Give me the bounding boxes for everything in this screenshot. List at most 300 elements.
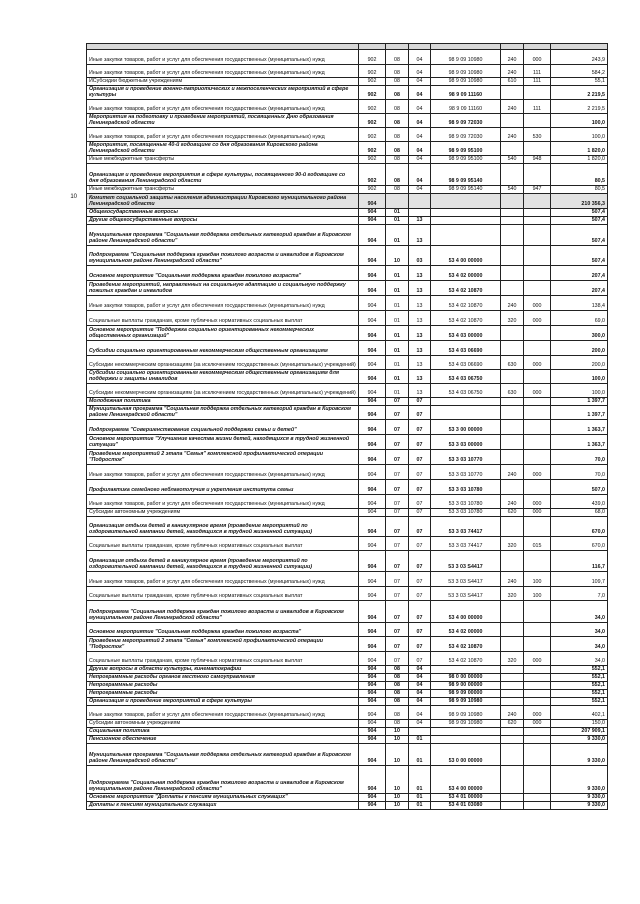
budget-item-name: Иные межбюджетные трансферты [87, 156, 359, 164]
dept-code: 904 [359, 246, 386, 266]
amount: 507,4 [551, 209, 608, 217]
amount: 34,0 [551, 637, 608, 652]
table-row [87, 766, 608, 794]
budget-item-name: Иные закупки товаров, работ и услуг для обеспечения государственных (муниципальных) нужд [87, 100, 359, 114]
extra-code [524, 674, 551, 682]
dept-code: 902 [359, 164, 386, 186]
section-code: 08 [386, 674, 409, 682]
target-code: 98 9 09 10980 [431, 706, 501, 720]
table-row [87, 326, 608, 341]
target-code: 98 9 09 10980 [431, 78, 501, 86]
extra-code [524, 728, 551, 736]
budget-item-name: Субсидии автономным учреждениям [87, 509, 359, 517]
extra-code [524, 142, 551, 156]
subsection-code: 01 [409, 802, 431, 810]
section-code: 07 [386, 398, 409, 406]
dept-code: 904 [359, 356, 386, 370]
dept-code: 904 [359, 551, 386, 572]
expense-type-code: 320 [501, 587, 524, 601]
target-code: 98 9 09 11160 [431, 86, 501, 100]
target-code [431, 194, 501, 209]
target-code: 53 4 02 10870 [431, 281, 501, 296]
expense-type-code [501, 114, 524, 128]
amount: 243,9 [551, 50, 608, 65]
amount: 34,0 [551, 623, 608, 637]
expense-type-code [501, 420, 524, 435]
target-code: 98 9 09 72030 [431, 114, 501, 128]
dept-code: 904 [359, 509, 386, 517]
target-code: 53 4 01 00000 [431, 794, 501, 802]
amount: 34,0 [551, 601, 608, 623]
section-code: 01 [386, 266, 409, 281]
subsection-code: 07 [409, 495, 431, 509]
extra-code: 000 [524, 652, 551, 666]
budget-item-name: Субсидии социально ориентированным некоммерческим общественным организациям для поддержки и защиты инвалидов [87, 370, 359, 384]
budget-item-name: Комитет социальной защиты населения администрации Кировского муниципального района Ленинградской области [87, 194, 359, 209]
budget-item-name: Другие вопросы в области культуры, кинематографии [87, 666, 359, 674]
amount: 439,0 [551, 495, 608, 509]
section-code: 10 [386, 728, 409, 736]
expense-type-code [501, 736, 524, 744]
target-code: 53 3 03 S4417 [431, 572, 501, 587]
amount: 150,0 [551, 720, 608, 728]
amount: 100,0 [551, 114, 608, 128]
table-row [87, 652, 608, 666]
expense-type-code: 630 [501, 356, 524, 370]
table-row [87, 690, 608, 698]
subsection-code: 07 [409, 572, 431, 587]
table-row [87, 572, 608, 587]
dept-code: 904 [359, 217, 386, 225]
amount: 100,0 [551, 384, 608, 398]
target-code [431, 666, 501, 674]
budget-item-name: Организация отдыха детей в каникулярное время (проведение мероприятий по оздоровительной кампании детей, находящихся в трудной жизненной ситуации) [87, 517, 359, 537]
dept-code: 904 [359, 720, 386, 728]
budget-item-name: Основное мероприятие "Социальная поддержка граждан пожилого возраста" [87, 266, 359, 281]
target-code [431, 217, 501, 225]
amount: 1 397,7 [551, 398, 608, 406]
section-code: 07 [386, 572, 409, 587]
extra-code: 111 [524, 78, 551, 86]
budget-item-name: Подпрограмма "Социальная поддержка граждан пожилого возраста и инвалидов в Кировском муниципальном районе Ленинградской области" [87, 246, 359, 266]
budget-item-name: Другие общегосударственные вопросы [87, 217, 359, 225]
extra-code [524, 326, 551, 341]
dept-code: 902 [359, 86, 386, 100]
expense-type-code [501, 637, 524, 652]
table-row [87, 86, 608, 100]
table-row [87, 623, 608, 637]
section-code: 08 [386, 142, 409, 156]
amount: 207 909,1 [551, 728, 608, 736]
dept-code: 904 [359, 587, 386, 601]
dept-code: 902 [359, 78, 386, 86]
dept-code: 904 [359, 728, 386, 736]
budget-item-name: Мероприятия, посвященные 40-й годовщине со дня образования Кировского района Ленинградской области [87, 142, 359, 156]
extra-code [524, 450, 551, 465]
section-code: 07 [386, 435, 409, 450]
budget-item-name: Иные закупки товаров, работ и услуг для обеспечения государственных (муниципальных) нужд [87, 65, 359, 78]
section-code: 08 [386, 720, 409, 728]
target-code: 53 3 03 00000 [431, 435, 501, 450]
budget-item-name: Подпрограмма "Социальная поддержка граждан пожилого возраста и инвалидов в Кировском муниципальном районе Ленинградской области" [87, 766, 359, 794]
subsection-code: 04 [409, 86, 431, 100]
table-row [87, 384, 608, 398]
expense-type-code [501, 86, 524, 100]
section-code: 07 [386, 637, 409, 652]
subsection-code: 13 [409, 281, 431, 296]
extra-code [524, 551, 551, 572]
dept-code: 904 [359, 406, 386, 420]
amount: 552,1 [551, 690, 608, 698]
budget-table [86, 43, 608, 810]
subsection-code: 13 [409, 384, 431, 398]
extra-code [524, 420, 551, 435]
extra-code [524, 370, 551, 384]
budget-item-name: Муниципальная программа "Социальная поддержка отдельных категорий граждан в Кировском районе Ленинградской области" [87, 744, 359, 766]
section-code: 08 [386, 86, 409, 100]
subsection-code: 07 [409, 406, 431, 420]
budget-item-name: Иные закупки товаров, работ и услуг для обеспечения государственных (муниципальных) нужд [87, 706, 359, 720]
dept-code: 904 [359, 480, 386, 495]
extra-code [524, 341, 551, 356]
table-row [87, 406, 608, 420]
target-code: 98 9 09 95140 [431, 164, 501, 186]
dept-code: 904 [359, 794, 386, 802]
amount: 507,4 [551, 246, 608, 266]
target-code: 53 4 00 00000 [431, 246, 501, 266]
table-row [87, 495, 608, 509]
section-code: 01 [386, 311, 409, 326]
amount: 584,2 [551, 65, 608, 78]
section-code [386, 194, 409, 209]
extra-code: 000 [524, 356, 551, 370]
amount: 70,0 [551, 465, 608, 480]
budget-item-name: Подпрограмма "Социальная поддержка граждан пожилого возраста и инвалидов в Кировском муниципальном районе Ленинградской области" [87, 601, 359, 623]
budget-item-name: Иные закупки товаров, работ и услуг для обеспечения государственных (муниципальных) нужд [87, 50, 359, 65]
amount: 9 330,0 [551, 736, 608, 744]
target-code: 53 4 02 00000 [431, 266, 501, 281]
section-code: 07 [386, 406, 409, 420]
target-code: 53 4 01 03080 [431, 802, 501, 810]
amount: 1 363,7 [551, 420, 608, 435]
expense-type-code [501, 194, 524, 209]
amount: 200,0 [551, 341, 608, 356]
dept-code: 904 [359, 435, 386, 450]
amount: 1 820,0 [551, 142, 608, 156]
table-row [87, 78, 608, 86]
table-row [87, 341, 608, 356]
section-code: 08 [386, 78, 409, 86]
target-code: 98 9 09 00000 [431, 690, 501, 698]
extra-code [524, 194, 551, 209]
amount: 670,0 [551, 517, 608, 537]
budget-item-name: Молодежная политика [87, 398, 359, 406]
section-code: 01 [386, 209, 409, 217]
subsection-code: 04 [409, 50, 431, 65]
extra-code: 000 [524, 495, 551, 509]
extra-code: 000 [524, 509, 551, 517]
subsection-code: 13 [409, 341, 431, 356]
target-code: 98 9 09 95100 [431, 156, 501, 164]
section-code: 07 [386, 601, 409, 623]
extra-code: 947 [524, 186, 551, 194]
table-row [87, 296, 608, 311]
dept-code: 904 [359, 706, 386, 720]
target-code: 53 4 02 10870 [431, 637, 501, 652]
subsection-code: 04 [409, 156, 431, 164]
subsection-code: 13 [409, 326, 431, 341]
section-code: 07 [386, 537, 409, 551]
subsection-code: 13 [409, 296, 431, 311]
subsection-code [409, 209, 431, 217]
subsection-code: 07 [409, 517, 431, 537]
table-row [87, 551, 608, 572]
target-code: 53 3 03 74417 [431, 517, 501, 537]
budget-item-name: Проведение мероприятий 2 этапа "Семья" комплексной профилактической операции "Подросток" [87, 637, 359, 652]
target-code: 53 4 03 06750 [431, 384, 501, 398]
section-code: 08 [386, 114, 409, 128]
dept-code: 904 [359, 744, 386, 766]
budget-item-name: Подпрограмма "Совершенствование социальной поддержки семьи и детей" [87, 420, 359, 435]
extra-code [524, 266, 551, 281]
amount: 55,1 [551, 78, 608, 86]
subsection-code: 04 [409, 666, 431, 674]
subsection-code: 04 [409, 114, 431, 128]
dept-code: 904 [359, 674, 386, 682]
subsection-code: 03 [409, 246, 431, 266]
subsection-code: 07 [409, 480, 431, 495]
amount: 507,0 [551, 480, 608, 495]
section-code: 08 [386, 156, 409, 164]
dept-code: 904 [359, 623, 386, 637]
budget-item-name: Доплаты к пенсиям муниципальных служащих [87, 802, 359, 810]
extra-code [524, 114, 551, 128]
extra-code [524, 794, 551, 802]
section-code: 08 [386, 698, 409, 706]
target-code: 53 4 03 06690 [431, 356, 501, 370]
table-row [87, 356, 608, 370]
dept-code: 904 [359, 736, 386, 744]
section-code: 07 [386, 652, 409, 666]
amount: 300,0 [551, 326, 608, 341]
extra-code [524, 398, 551, 406]
amount: 116,7 [551, 551, 608, 572]
amount: 207,4 [551, 266, 608, 281]
amount: 7,0 [551, 587, 608, 601]
extra-code: 000 [524, 296, 551, 311]
subsection-code: 04 [409, 128, 431, 142]
table-row [87, 225, 608, 246]
target-code [431, 225, 501, 246]
budget-item-name: Организация отдыха детей в каникулярное время (проведение мероприятий по оздоровительной кампании детей, находящихся в трудной жизненной ситуации) [87, 551, 359, 572]
subsection-code: 13 [409, 356, 431, 370]
budget-item-name: Организация и проведение мероприятий в сфере культуры [87, 698, 359, 706]
dept-code: 904 [359, 398, 386, 406]
budget-item-name: Основное мероприятие "Социальная поддержка граждан пожилого возраста" [87, 623, 359, 637]
table-row [87, 186, 608, 194]
table-row [87, 706, 608, 720]
target-code: 53 4 02 00000 [431, 623, 501, 637]
target-code: 98 9 09 10980 [431, 698, 501, 706]
budget-item-name: Социальная политика [87, 728, 359, 736]
dept-code: 902 [359, 186, 386, 194]
table-row [87, 398, 608, 406]
target-code: 53 4 02 10870 [431, 311, 501, 326]
target-code: 53 4 00 00000 [431, 766, 501, 794]
row-marker: 10 [70, 194, 77, 200]
table-row [87, 637, 608, 652]
subsection-code: 01 [409, 736, 431, 744]
target-code: 53 0 00 00000 [431, 744, 501, 766]
section-code: 01 [386, 384, 409, 398]
amount: 200,0 [551, 356, 608, 370]
amount: 80,5 [551, 164, 608, 186]
expense-type-code: 540 [501, 156, 524, 164]
target-code: 53 3 03 S4417 [431, 587, 501, 601]
expense-type-code: 240 [501, 495, 524, 509]
budget-item-name: Основное мероприятие "Поддержка социально ориентированных некоммерческих общественных организаций" [87, 326, 359, 341]
table-row [87, 744, 608, 766]
amount: 402,1 [551, 706, 608, 720]
subsection-code: 07 [409, 652, 431, 666]
amount: 552,1 [551, 674, 608, 682]
extra-code [524, 682, 551, 690]
expense-type-code [501, 623, 524, 637]
dept-code: 902 [359, 100, 386, 114]
extra-code: 000 [524, 311, 551, 326]
extra-code [524, 698, 551, 706]
table-row [87, 209, 608, 217]
section-code: 10 [386, 736, 409, 744]
amount: 670,0 [551, 537, 608, 551]
table-row [87, 217, 608, 225]
expense-type-code [501, 164, 524, 186]
target-code: 53 4 02 10870 [431, 296, 501, 311]
extra-code: 015 [524, 537, 551, 551]
expense-type-code [501, 266, 524, 281]
dept-code: 904 [359, 652, 386, 666]
subsection-code: 04 [409, 142, 431, 156]
section-code: 08 [386, 706, 409, 720]
table-row [87, 246, 608, 266]
subsection-code: 01 [409, 794, 431, 802]
amount: 552,1 [551, 698, 608, 706]
expense-type-code [501, 435, 524, 450]
subsection-code: 13 [409, 217, 431, 225]
extra-code [524, 246, 551, 266]
dept-code: 904 [359, 517, 386, 537]
section-code: 08 [386, 186, 409, 194]
extra-code [524, 666, 551, 674]
dept-code: 904 [359, 682, 386, 690]
subsection-code: 07 [409, 537, 431, 551]
subsection-code: 04 [409, 100, 431, 114]
subsection-code: 04 [409, 706, 431, 720]
table-row [87, 517, 608, 537]
section-code: 07 [386, 480, 409, 495]
table-row [87, 156, 608, 164]
table-row [87, 420, 608, 435]
expense-type-code [501, 326, 524, 341]
extra-code [524, 517, 551, 537]
extra-code [524, 623, 551, 637]
extra-code: 000 [524, 465, 551, 480]
expense-type-code: 240 [501, 465, 524, 480]
expense-type-code: 240 [501, 100, 524, 114]
amount: 507,4 [551, 225, 608, 246]
extra-code [524, 744, 551, 766]
section-code: 08 [386, 666, 409, 674]
budget-item-name: Непрограммные расходы органов местного самоуправления [87, 674, 359, 682]
extra-code: 111 [524, 65, 551, 78]
expense-type-code [501, 341, 524, 356]
amount: 9 330,0 [551, 794, 608, 802]
section-code: 08 [386, 690, 409, 698]
target-code [431, 209, 501, 217]
dept-code: 902 [359, 128, 386, 142]
target-code: 53 3 03 10780 [431, 509, 501, 517]
budget-item-name: Основное мероприятие "Доплаты к пенсиям муниципальных служащих" [87, 794, 359, 802]
expense-type-code: 320 [501, 652, 524, 666]
expense-type-code [501, 802, 524, 810]
table-row [87, 142, 608, 156]
section-code: 07 [386, 517, 409, 537]
expense-type-code [501, 766, 524, 794]
budget-item-name: Организация и проведение мероприятия в сфере культуры, посвященного 90-й годовщине со дня образования Ленинградской области [87, 164, 359, 186]
table-row [87, 50, 608, 65]
extra-code [524, 766, 551, 794]
target-code: 98 9 09 10980 [431, 720, 501, 728]
extra-code: 000 [524, 706, 551, 720]
target-code: 53 4 03 06750 [431, 370, 501, 384]
extra-code: 000 [524, 384, 551, 398]
dept-code: 902 [359, 50, 386, 65]
extra-code [524, 164, 551, 186]
section-code: 01 [386, 326, 409, 341]
target-code: 98 9 09 11160 [431, 100, 501, 114]
dept-code: 902 [359, 65, 386, 78]
extra-code [524, 601, 551, 623]
subsection-code: 07 [409, 587, 431, 601]
target-code: 53 3 03 74417 [431, 537, 501, 551]
budget-item-name: Иные закупки товаров, работ и услуг для обеспечения государственных (муниципальных) нужд [87, 572, 359, 587]
section-code: 10 [386, 744, 409, 766]
extra-code [524, 736, 551, 744]
section-code: 07 [386, 495, 409, 509]
amount: 68,0 [551, 509, 608, 517]
subsection-code: 07 [409, 509, 431, 517]
section-code: 08 [386, 682, 409, 690]
extra-code: 530 [524, 128, 551, 142]
budget-item-name: Непрограммные расходы [87, 690, 359, 698]
table-row [87, 728, 608, 736]
budget-item-name: Проведение мероприятий, направленных на социальную адаптацию и социальную поддержку пожилых граждан и инвалидов [87, 281, 359, 296]
section-code: 08 [386, 100, 409, 114]
section-code: 01 [386, 370, 409, 384]
budget-item-name: ИСубсидии бюджетным учреждениям [87, 78, 359, 86]
extra-code: 111 [524, 100, 551, 114]
budget-item-name: Иные закупки товаров, работ и услуг для обеспечения государственных (муниципальных) нужд [87, 495, 359, 509]
amount: 100,0 [551, 370, 608, 384]
dept-code: 904 [359, 209, 386, 217]
budget-item-name: Субсидии некоммерческим организациям (за исключением государственных (муниципальных) учреждений) [87, 384, 359, 398]
dept-code: 904 [359, 225, 386, 246]
expense-type-code [501, 601, 524, 623]
section-code: 07 [386, 551, 409, 572]
section-code: 01 [386, 296, 409, 311]
dept-code: 904 [359, 495, 386, 509]
dept-code: 904 [359, 194, 386, 209]
